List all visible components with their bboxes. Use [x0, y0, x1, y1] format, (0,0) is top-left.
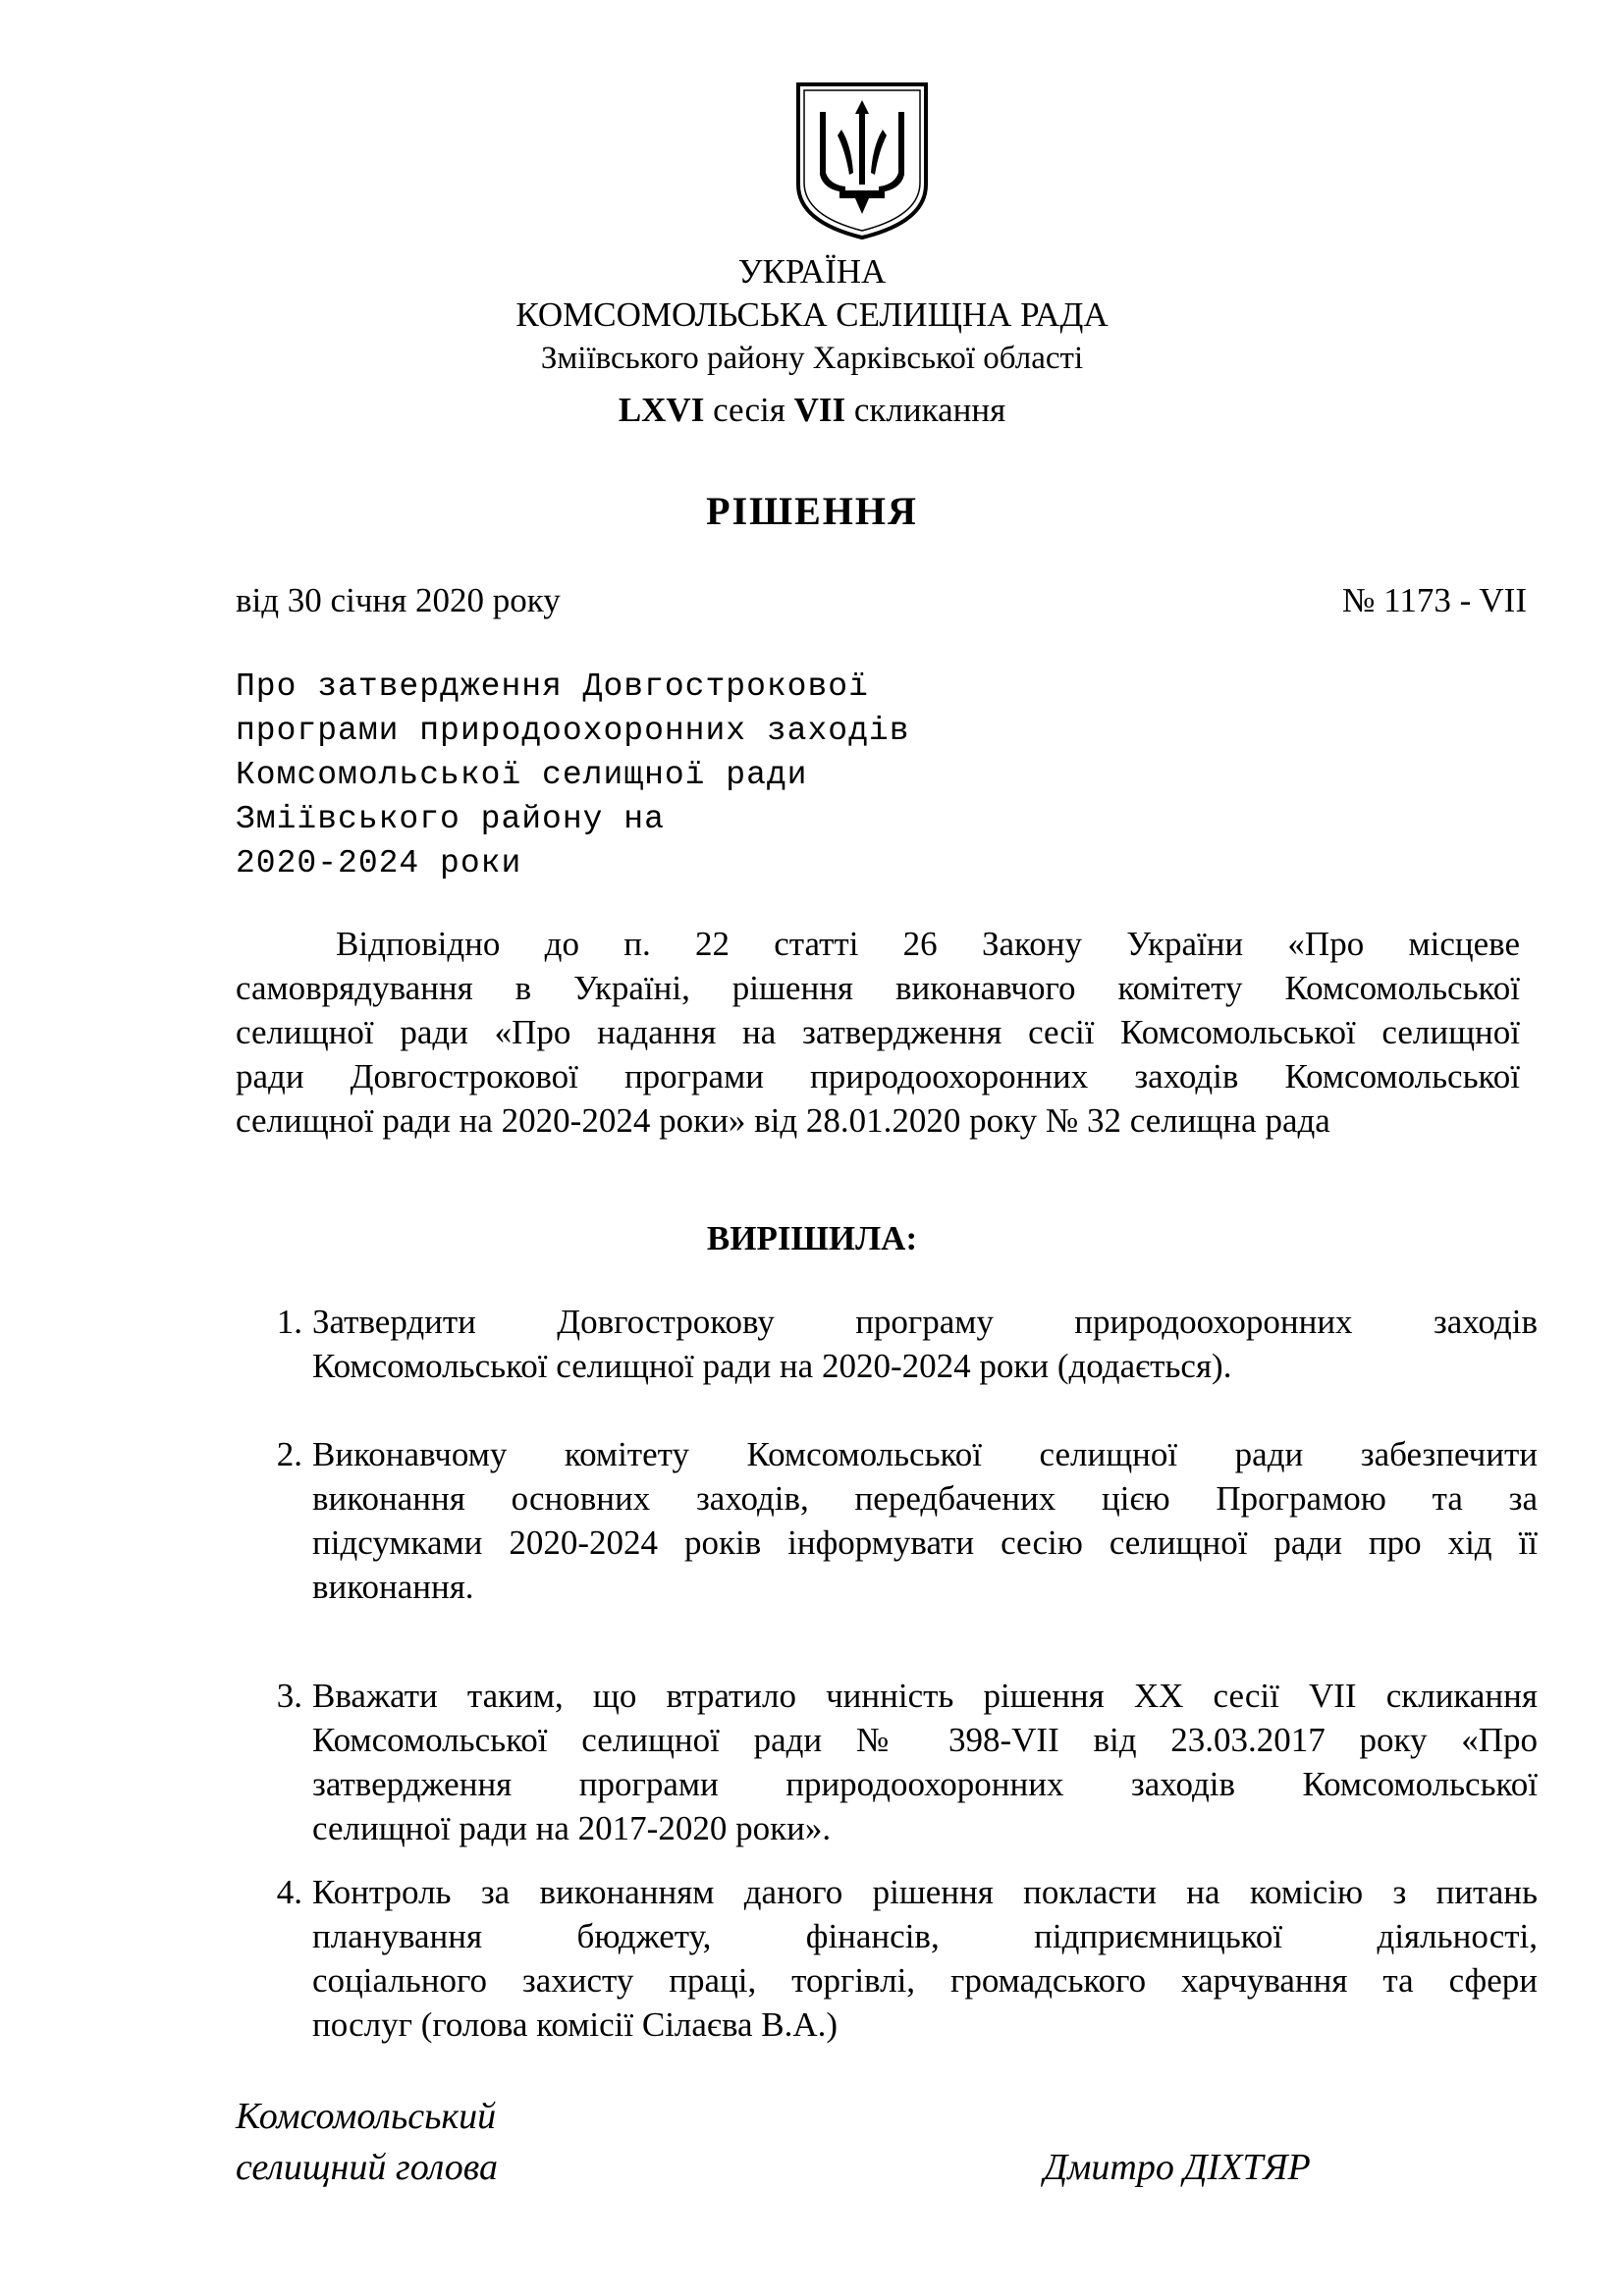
- convocation-word: скликання: [853, 391, 1006, 429]
- item-line: планування бюджету, фінансів, підприємницької діяльності,: [312, 1917, 1538, 1955]
- decision-item-3: [312, 1674, 1538, 1850]
- item-line: Контроль за виконанням даного рішення покласти на комісію з питань: [312, 1873, 1538, 1911]
- item-line: послуг (голова комісії Сілаєва В.А.): [312, 2005, 839, 2044]
- decision-date: від 30 січня 2020 року: [236, 581, 561, 619]
- decision-item-1: [312, 1300, 1538, 1388]
- signatory-position-line1: Комсомольський: [236, 2096, 497, 2137]
- subject-line: Зміївського району на: [236, 801, 665, 837]
- subject-line: Про затвердження Довгострокової: [236, 668, 869, 705]
- session-number: LXVI: [618, 391, 705, 429]
- signatory-position-line2: селищний голова: [236, 2147, 499, 2188]
- decision-number: № 1173 - VII: [1342, 581, 1527, 619]
- item-number: 2.: [276, 1435, 302, 1473]
- council-name: КОМСОМОЛЬСЬКА СЕЛИЩНА РАДА: [515, 295, 1109, 334]
- session-word: сесія: [713, 391, 785, 429]
- decision-item-2: [312, 1432, 1538, 1609]
- preamble-line: ради Довгострокової програми природоохоронних заходів Комсомольської: [236, 1057, 1520, 1095]
- item-line: Вважати таким, що втратило чинність рішення XX сесії VII скликання: [312, 1677, 1538, 1715]
- item-line: Комсомольської селищної ради на 2020-2024 роки (додається).: [312, 1347, 1232, 1385]
- item-number: 4.: [276, 1873, 302, 1911]
- session-line: [0, 391, 1624, 430]
- item-line: виконання основних заходів, передбачених цією Програмою та за: [312, 1479, 1538, 1518]
- item-number: 3.: [276, 1677, 302, 1715]
- item-line: Виконавчому комітету Комсомольської селищної ради забезпечити: [312, 1435, 1538, 1473]
- subject-block: [236, 665, 910, 885]
- decision-item-4: [312, 1870, 1538, 2047]
- preamble-line: самоврядування в Україні, рішення виконавчого комітету Комсомольської: [236, 969, 1520, 1007]
- subject-line: 2020-2024 роки: [236, 845, 522, 881]
- item-line: соціального захисту праці, торгівлі, громадського харчування та сфери: [312, 1961, 1538, 2000]
- item-line: Комсомольської селищної ради № 398-VII від 23.03.2017 року «Про: [312, 1721, 1538, 1759]
- preamble-line: селищної ради «Про надання на затвердження сесії Комсомольської селищної: [236, 1013, 1520, 1051]
- preamble-line: Відповідно до п. 22 статті 26 Закону України «Про місцеве: [336, 925, 1520, 963]
- item-number: 1.: [276, 1303, 302, 1341]
- coat-of-arms-icon: [790, 79, 934, 243]
- subject-line: Комсомольської селищної ради: [236, 757, 808, 793]
- document-title: РІШЕННЯ: [706, 489, 918, 533]
- convocation-number: VII: [793, 391, 846, 429]
- subject-line: програми природоохоронних заходів: [236, 713, 910, 749]
- preamble-line: селищної ради на 2020-2024 роки» від 28.01.2020 року № 32 селищна рада: [236, 1101, 1330, 1140]
- decided-heading: ВИРІШИЛА:: [706, 1219, 918, 1257]
- item-line: виконання.: [312, 1568, 474, 1606]
- item-line: підсумками 2020-2024 років інформувати сесію селищної ради про хід її: [312, 1523, 1538, 1562]
- preamble: [236, 922, 1520, 1143]
- item-line: Затвердити Довгострокову програму природоохоронних заходів: [312, 1303, 1538, 1341]
- item-line: затвердження програми природоохоронних заходів Комсомольської: [312, 1765, 1538, 1803]
- country-name: УКРАЇНА: [737, 252, 887, 291]
- district-name: Зміївського району Харківської області: [540, 341, 1084, 376]
- signatory-name: Дмитро ДІХТЯР: [1044, 2147, 1311, 2188]
- item-line: селищної ради на 2017-2020 роки».: [312, 1809, 832, 1847]
